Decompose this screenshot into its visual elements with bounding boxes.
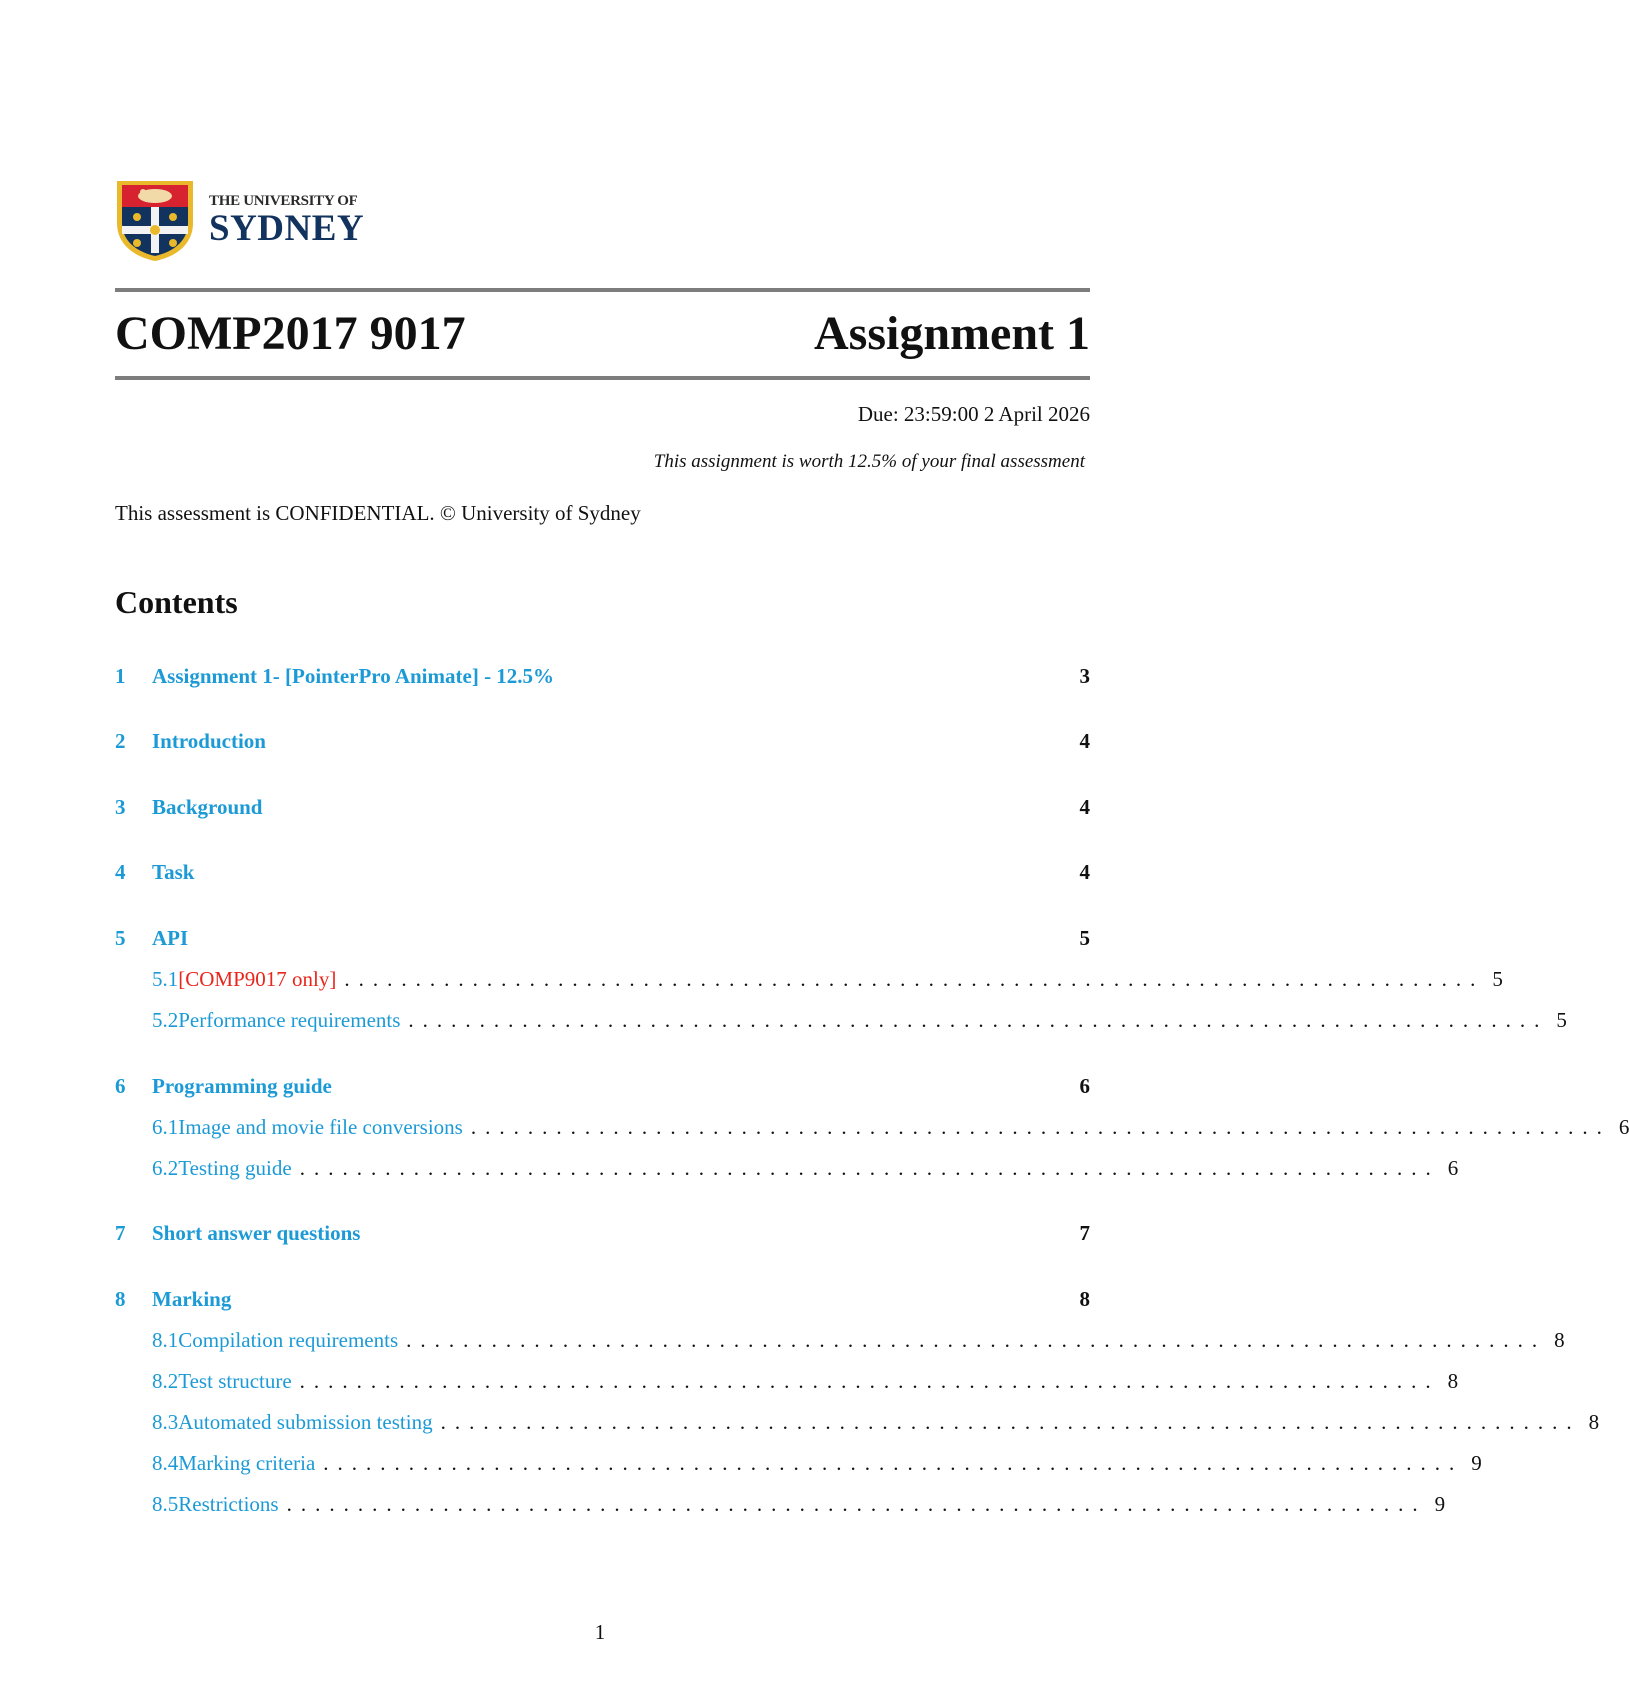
toc-subsection-number[interactable]: 5.2 (152, 1008, 179, 1032)
toc-subsection-page: 8 (1588, 1410, 1600, 1434)
assessment-weight: This assignment is worth 12.5% of your final assessment (653, 451, 1085, 472)
university-logo (113, 177, 364, 263)
confidentiality-notice: This assessment is CONFIDENTIAL. © University of Sydney (115, 501, 641, 525)
toc-leader-dots: ................................................................................ (408, 1008, 1549, 1032)
toc-section-page: 4 (1079, 795, 1090, 819)
logo-line-2: SYDNEY (209, 207, 365, 249)
toc-leader-dots: ................................................................................ (406, 1328, 1547, 1352)
toc-leader-dots: ................................................................................ (344, 967, 1485, 991)
toc-subsection-5.1[interactable] (115, 967, 1503, 997)
toc-subsection-page: 9 (1471, 1451, 1482, 1475)
toc-subsection-link[interactable]: Testing guide (178, 1156, 292, 1180)
toc-subsection-link[interactable]: Performance requirements (178, 1008, 401, 1032)
toc-leader-dots: ................................................................................ (440, 1410, 1581, 1434)
assignment-title: Assignment 1 (813, 307, 1090, 360)
toc-subsection-page: 9 (1434, 1492, 1446, 1516)
toc-section-page: 3 (1079, 664, 1090, 688)
toc-subsection-page: 5 (1492, 967, 1503, 991)
toc-section-number: 6 (115, 1074, 126, 1098)
toc-section-link[interactable]: Marking (152, 1287, 232, 1311)
toc-subsection-8.3[interactable] (115, 1410, 1600, 1440)
toc-subsection-page: 6 (1447, 1156, 1459, 1180)
toc-section-4[interactable] (115, 860, 1090, 890)
contents-heading: Contents (115, 584, 238, 620)
toc-leader-dots: ................................................................................ (299, 1156, 1440, 1180)
toc-subsection-6.1[interactable] (115, 1115, 1629, 1145)
toc-subsection-page: 6 (1618, 1115, 1629, 1139)
toc-leader-dots: ................................................................................ (470, 1115, 1611, 1139)
toc-section-page: 4 (1079, 860, 1090, 884)
university-crest-icon (113, 177, 197, 263)
toc-subsection-number[interactable]: 6.2 (152, 1156, 179, 1180)
toc-subsection-number[interactable]: 8.2 (152, 1369, 179, 1393)
toc-section-number: 7 (115, 1221, 126, 1245)
toc-section-link[interactable]: Programming guide (152, 1074, 332, 1098)
toc-section-link[interactable]: Background (152, 795, 263, 819)
toc-section-3[interactable] (115, 795, 1090, 825)
toc-subsection-number[interactable]: 8.4 (152, 1451, 179, 1475)
logo-wordmark (209, 194, 364, 247)
toc-section-page: 8 (1079, 1287, 1090, 1311)
page-number: 1 (594, 1620, 606, 1644)
toc-section-number: 5 (115, 926, 126, 950)
toc-leader-dots: ................................................................................ (286, 1492, 1427, 1516)
toc-section-2[interactable] (115, 729, 1090, 759)
toc-subsection-link[interactable]: Image and movie file conversions (178, 1115, 463, 1139)
toc-subsection-number[interactable]: 8.1 (152, 1328, 179, 1352)
toc-subsection-link[interactable]: Marking criteria (178, 1451, 316, 1475)
toc-subsection-number[interactable]: 6.1 (152, 1115, 179, 1139)
toc-section-number: 8 (115, 1287, 126, 1311)
toc-section-page: 4 (1079, 729, 1090, 753)
toc-section-page: 7 (1079, 1221, 1090, 1245)
toc-subsection-link[interactable]: Automated submission testing (178, 1410, 433, 1434)
toc-section-link[interactable]: API (152, 926, 189, 950)
toc-section-number: 2 (115, 729, 126, 753)
toc-section-link[interactable]: Assignment 1- [PointerPro Animate] - 12.5% (152, 664, 555, 688)
toc-subsection-8.4[interactable] (115, 1451, 1482, 1481)
toc-section-page: 6 (1079, 1074, 1090, 1098)
toc-section-page: 5 (1079, 926, 1090, 950)
toc-section-link[interactable]: Short answer questions (152, 1221, 361, 1245)
toc-subsection-8.1[interactable] (115, 1328, 1565, 1358)
header-rule-top (115, 288, 1090, 292)
toc-section-link[interactable]: Task (152, 860, 195, 884)
toc-subsection-page: 5 (1556, 1008, 1567, 1032)
toc-section-5[interactable] (115, 926, 1090, 956)
logo-line-1: THE UNIVERSITY OF (209, 192, 358, 209)
toc-subsection-link[interactable]: Test structure (178, 1369, 292, 1393)
due-date: Due: 23:59:00 2 April 2026 (857, 402, 1090, 426)
toc-section-number: 4 (115, 860, 126, 884)
toc-section-number: 3 (115, 795, 126, 819)
toc-subsection-5.2[interactable] (115, 1008, 1567, 1038)
toc-subsection-link[interactable]: [COMP9017 only] (178, 967, 337, 991)
toc-subsection-page: 8 (1447, 1369, 1459, 1393)
course-code: COMP2017 9017 (115, 307, 466, 360)
toc-subsection-link[interactable]: Compilation requirements (178, 1328, 399, 1352)
toc-subsection-page: 8 (1554, 1328, 1565, 1352)
toc-subsection-link[interactable]: Restrictions (178, 1492, 279, 1516)
toc-subsection-6.2[interactable] (115, 1156, 1459, 1186)
toc-subsection-number[interactable]: 8.5 (152, 1492, 179, 1516)
toc-subsection-8.2[interactable] (115, 1369, 1459, 1399)
toc-section-link[interactable]: Introduction (152, 729, 266, 753)
toc-section-1[interactable] (115, 664, 1090, 694)
toc-subsection-8.5[interactable] (115, 1492, 1446, 1522)
toc-section-7[interactable] (115, 1221, 1090, 1251)
toc-leader-dots: ................................................................................ (299, 1369, 1440, 1393)
toc-section-number: 1 (115, 664, 126, 688)
header-rule-bottom (115, 376, 1090, 380)
toc-subsection-number[interactable]: 8.3 (152, 1410, 179, 1434)
toc-leader-dots: ................................................................................ (323, 1451, 1464, 1475)
toc-subsection-number[interactable]: 5.1 (152, 967, 179, 991)
toc-section-8[interactable] (115, 1287, 1090, 1317)
toc-section-6[interactable] (115, 1074, 1090, 1104)
